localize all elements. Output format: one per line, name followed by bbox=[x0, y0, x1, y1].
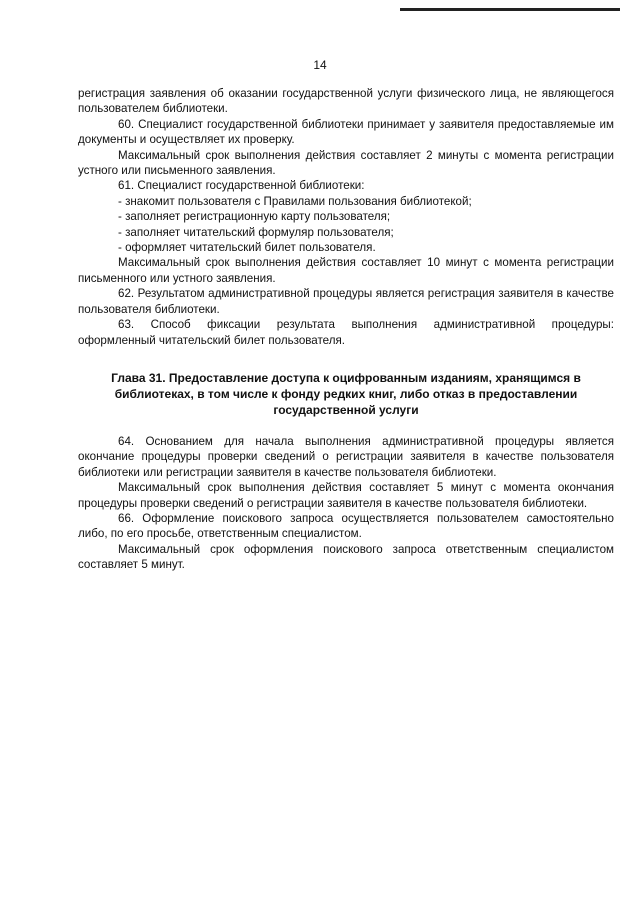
list-item: - заполняет регистрационную карту пользователя; bbox=[118, 210, 391, 224]
paragraph: 64. Основанием для начала выполнения административной процедуры является окончание процедуры проверки сведений о регистрации заявителя в качестве пользователя библиотеки или регистрации заявителя в качестве пользователя библиотеки. bbox=[78, 434, 614, 479]
page-body bbox=[78, 86, 614, 573]
paragraph: 63. Способ фиксации результата выполнения административной процедуры: оформленный читательский билет пользователя. bbox=[78, 318, 614, 347]
paragraph: 62. Результатом административной процедуры является регистрация заявителя в качестве пользователя библиотеки. bbox=[78, 287, 614, 316]
list-item: - знакомит пользователя с Правилами пользования библиотекой; bbox=[118, 194, 472, 208]
paragraph: 61. Специалист государственной библиотеки: bbox=[118, 179, 365, 193]
list-item: - заполняет читательский формуляр пользователя; bbox=[118, 225, 394, 239]
paragraph: Максимальный срок выполнения действия составляет 2 минуты с момента регистрации устного или письменного заявления. bbox=[78, 148, 614, 178]
paragraph: Максимальный срок оформления поискового запроса ответственным специалистом составляет 5 минут. bbox=[78, 542, 614, 572]
top-rule bbox=[400, 8, 620, 11]
chapter-heading: Глава 31. Предоставление доступа к оцифрованным изданиям, хранящимся в библиотеках, в том числе к фонду редких книг, либо отказ в предоставлении государственной услуги bbox=[111, 370, 581, 417]
paragraph: Максимальный срок выполнения действия составляет 10 минут с момента регистрации письменного или устного заявления. bbox=[78, 256, 614, 285]
paragraph: Максимальный срок выполнения действия составляет 5 минут с момента окончания процедуры проверки сведений о регистрации заявителя в качестве пользователя библиотеки. bbox=[78, 481, 614, 510]
paragraph: 60. Специалист государственной библиотеки принимает у заявителя предоставляемые им документы и осуществляет их проверку. bbox=[78, 117, 614, 147]
paragraph: регистрация заявления об оказании государственной услуги физического лица, не являющегося пользователем библиотеки. bbox=[78, 87, 614, 116]
paragraph: 66. Оформление поискового запроса осуществляется пользователем самостоятельно либо, по его просьбе, ответственным специалистом. bbox=[78, 511, 614, 541]
page-number: 14 bbox=[313, 58, 327, 72]
list-item: - оформляет читательский билет пользователя. bbox=[118, 241, 376, 255]
